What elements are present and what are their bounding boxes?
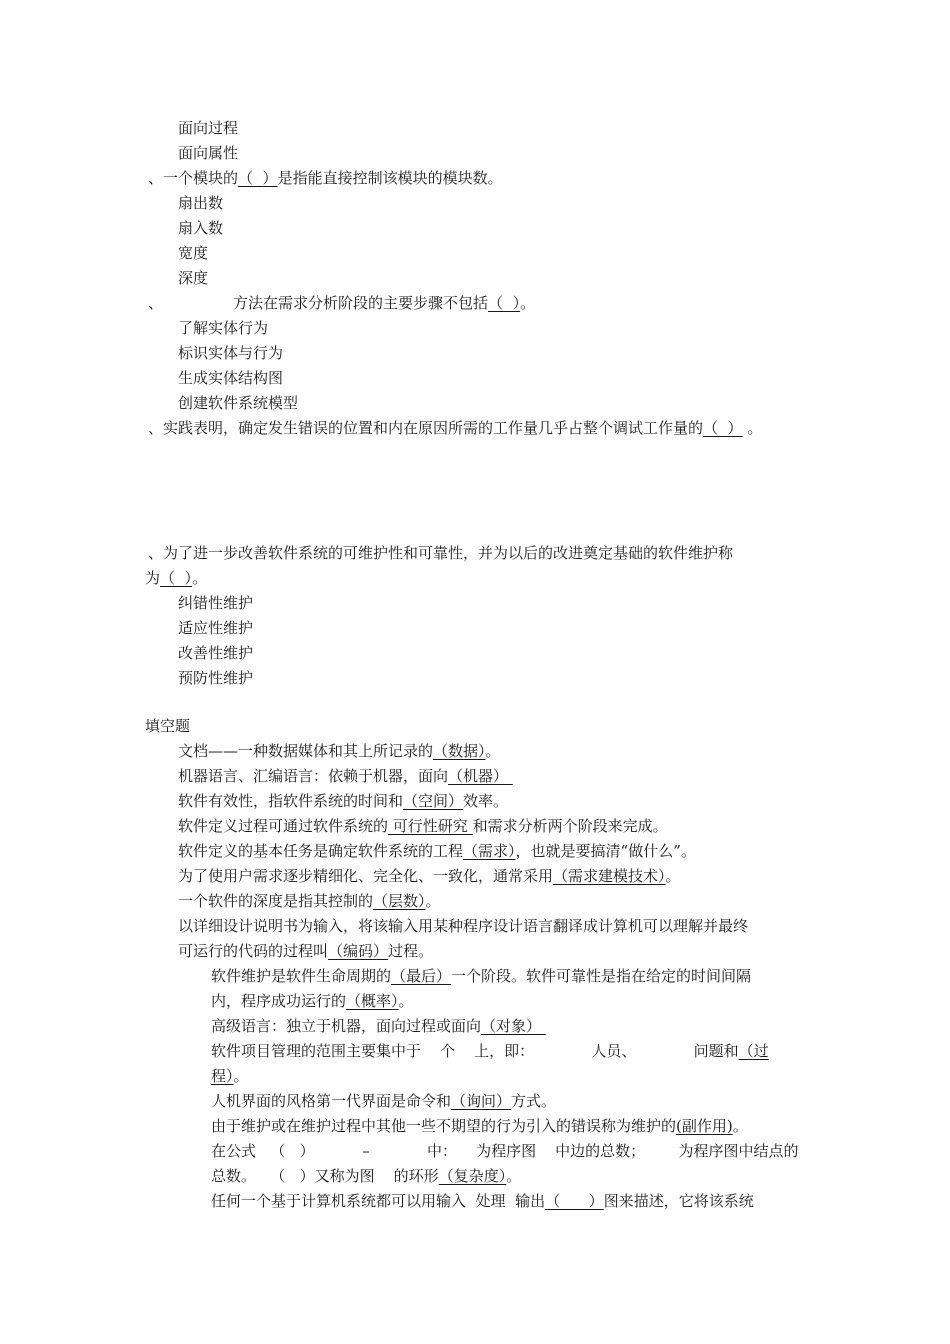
question-text: 、 方法在需求分析阶段的主要步骤不包括（ ）。 <box>148 294 536 312</box>
answer-blank: （询问） <box>451 1092 512 1110</box>
answer-blank: （层数） <box>373 892 426 910</box>
option-text: 面向属性 <box>178 144 239 162</box>
answer-blank: （ ） <box>160 569 193 587</box>
question-text: 、为了进一步改善软件系统的可维护性和可靠性，并为以后的改进奠定基础的软件维护称 <box>148 544 734 562</box>
option-text: 预防性维护 <box>178 669 254 687</box>
answer-blank: （过 <box>738 1042 769 1060</box>
option-text: 扇入数 <box>178 219 224 237</box>
question-text: 、一个模块的（ ）是指能直接控制该模块的模块数。 <box>148 169 503 187</box>
answer-blank: （复杂度） <box>438 1167 507 1185</box>
question-text: 为（ ）。 <box>145 569 208 587</box>
fill-item: 人机界面的风格第一代界面是命令和（询问）方式。 <box>211 1092 557 1110</box>
fill-item: 由于维护或在维护过程中其他一些不期望的行为引入的错误称为维护的(副作用)。 <box>211 1117 748 1135</box>
fill-item: 可运行的代码的过程叫（编码）过程。 <box>178 942 434 960</box>
answer-blank: (副作用) <box>676 1117 733 1135</box>
answer-blank: （空间） <box>403 792 464 810</box>
answer-blank: （ ） <box>238 169 278 187</box>
fill-item: 软件有效性，指软件系统的时间和（空间）效率。 <box>178 792 509 810</box>
answer-blank: 可行性研究 <box>388 817 473 835</box>
fill-item: 软件维护是软件生命周期的（最后）一个阶段。软件可靠性是指在给定的时间间隔 <box>211 967 752 985</box>
fill-item: 软件定义的基本任务是确定软件系统的工程（需求），也就是要搞清“做什么”。 <box>178 842 696 860</box>
option-text: 深度 <box>178 269 209 287</box>
option-text: 改善性维护 <box>178 644 254 662</box>
fill-item: 软件定义过程可通过软件系统的 可行性研究 和需求分析两个阶段来完成。 <box>178 817 668 835</box>
answer-blank: （ ） <box>545 1192 604 1210</box>
fill-item: 总数。 （ ）又称为图 的环形（复杂度）。 <box>211 1167 522 1185</box>
answer-blank: （机器） <box>448 767 513 785</box>
section-heading: 填空题 <box>145 717 191 735</box>
fill-item: 软件项目管理的范围主要集中于 个 上，即： 人员、 问题和（过 <box>211 1042 769 1060</box>
answer-blank: （数据） <box>433 742 486 760</box>
option-text: 标识实体与行为 <box>178 344 284 362</box>
option-text: 宽度 <box>178 244 209 262</box>
fill-item: 以详细设计说明书为输入，将该输入用某种程序设计语言翻译成计算机可以理解并最终 <box>178 917 749 935</box>
answer-blank: （ ） <box>488 294 521 312</box>
fill-item: 一个软件的深度是指其控制的（层数）。 <box>178 892 441 910</box>
option-text: 适应性维护 <box>178 619 254 637</box>
fill-item: 在公式 （ ） – 中： 为程序图 中边的总数； 为程序图中结点的 <box>211 1142 799 1160</box>
fill-item: 高级语言：独立于机器，面向过程或面向（对象） <box>211 1017 546 1035</box>
question-text: 、实践表明，确定发生错误的位置和内在原因所需的工作量几乎占整个调试工作量的（ ） 。 <box>148 419 763 437</box>
fill-item: 内，程序成功运行的（概率）。 <box>211 992 414 1010</box>
fill-item: 任何一个基于计算机系统都可以用输入 处理 输出（ ）图来描述，它将该系统 <box>211 1192 754 1210</box>
fill-item: 文档——一种数据媒体和其上所记录的（数据）。 <box>178 742 501 760</box>
answer-blank: （概率） <box>346 992 399 1010</box>
option-text: 面向过程 <box>178 119 239 137</box>
answer-blank: （需求建模技术） <box>553 867 666 885</box>
option-text: 纠错性维护 <box>178 594 254 612</box>
answer-blank: （最后） <box>391 967 452 985</box>
option-text: 扇出数 <box>178 194 224 212</box>
option-text: 生成实体结构图 <box>178 369 284 387</box>
fill-item: 程）。 <box>211 1067 249 1085</box>
option-text: 创建软件系统模型 <box>178 394 299 412</box>
answer-blank: （编码） <box>328 942 389 960</box>
answer-blank: （对象） <box>481 1017 546 1035</box>
fill-item: 为了使用户需求逐步精细化、完全化、一致化，通常采用（需求建模技术）。 <box>178 867 681 885</box>
answer-blank: （ ） <box>703 419 743 437</box>
answer-blank: （需求） <box>463 842 516 860</box>
fill-item: 机器语言、汇编语言：依赖于机器，面向（机器） <box>178 767 513 785</box>
answer-blank: 程） <box>211 1067 234 1085</box>
option-text: 了解实体行为 <box>178 319 269 337</box>
